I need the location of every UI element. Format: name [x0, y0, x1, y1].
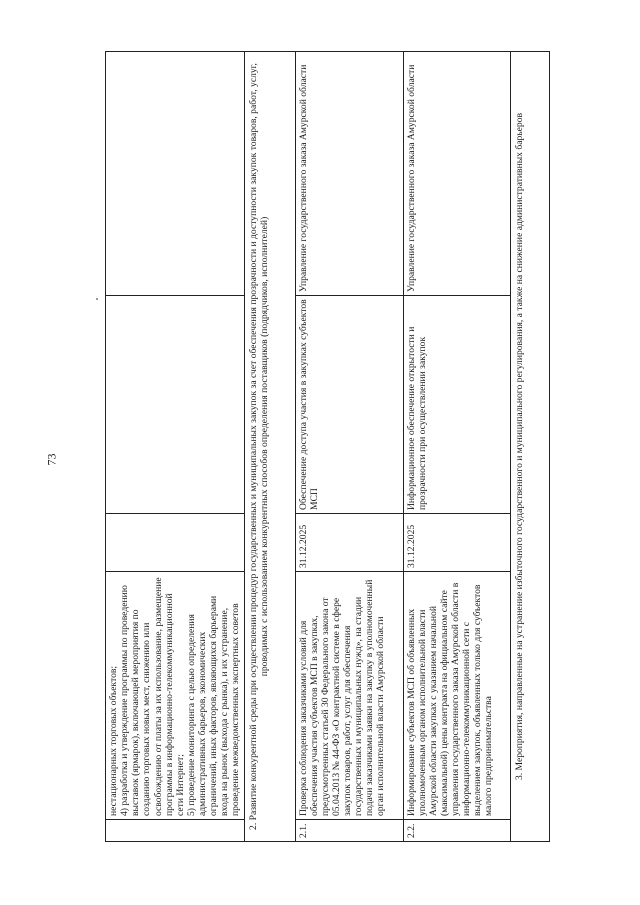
section-3-heading: 3. Мероприятия, направленные на устранение избыточного государственного и муниципального регулирования, а также на снижение административных барьеров [510, 52, 549, 842]
activity-cell: Информирование субъектов МСП об объявленных уполномоченным органом исполнительной власти Амурской области закупках с указанием начальной (максимальной) цены контракта на официальном сайте управления государственного заказа Амурской области в информационно-телекоммуникационной сети с выделением закупок, объявленных только для субъектов малого предпринимательства [403, 572, 510, 820]
section-heading-row [510, 52, 549, 842]
row-number: 2.2. [403, 820, 510, 842]
result-cell: Информационное обеспечение открытости и прозрачности при осуществлении закупок [403, 296, 510, 514]
section-2-heading: 2. Развитие конкурентной среды при осуществлении процедур государственных и муниципальных закупок за счет обеспечения прозрачности и доступности закупок товаров, работ, услуг, проводимых с использованием конкурентных способов определения поставщиков (подрядчиков, исполнителей) [244, 52, 295, 842]
activities-table [105, 51, 550, 842]
table-row [295, 52, 403, 842]
date-cell: 31.12.2025 [295, 514, 403, 572]
scan-speck [96, 298, 98, 300]
page-number: 73 [44, 453, 59, 466]
activity-text: нестационарных торговых объектов; 4) разработка и утверждение программы по проведению выставок (ярмарок), включающей мероприятия по созданию торговых новых мест, снижению или освобождению от платы за их использование, размещение программы в информационно-телекоммуникационной сети Интернет; 5) проведение мониторинга с целью определения административных барьеров, экономических ограничений, иных факторов, являющихся барьерами входа на рынок (выхода с рынка), и их устранение, проведение межведомственных экспертных советов [108, 577, 242, 816]
result-cell [106, 296, 245, 514]
table-row [403, 52, 510, 842]
executor-cell: Управление государственного заказа Амурской области [403, 52, 510, 296]
row-number [106, 820, 245, 842]
executor-cell: Управление государственного заказа Амурской области [295, 52, 403, 296]
executor-cell [106, 52, 245, 296]
row-number: 2.1. [295, 820, 403, 842]
date-cell [106, 514, 245, 572]
result-cell: Обеспечение доступа участия в закупках субъектов МСП [295, 296, 403, 514]
activity-cell: Проверка соблюдения заказчиками условий для обеспечения участия субъектов МСП в закупках, предусмотренных статьей 30 Федерального закона от 05.04.2013 № 44-ФЗ «О контрактной системе в сфере закупок товаров, работ, услуг для обеспечения государственных и муниципальных нужд», на стадии подачи заказчиками заявки на закупку в уполномоченный орган исполнительной власти Амурской области [295, 572, 403, 820]
activity-cell [106, 572, 245, 820]
section-heading-row [244, 52, 295, 842]
date-cell: 31.12.2025 [403, 514, 510, 572]
rotated-table-sheet [105, 52, 535, 842]
table-row [106, 52, 245, 842]
